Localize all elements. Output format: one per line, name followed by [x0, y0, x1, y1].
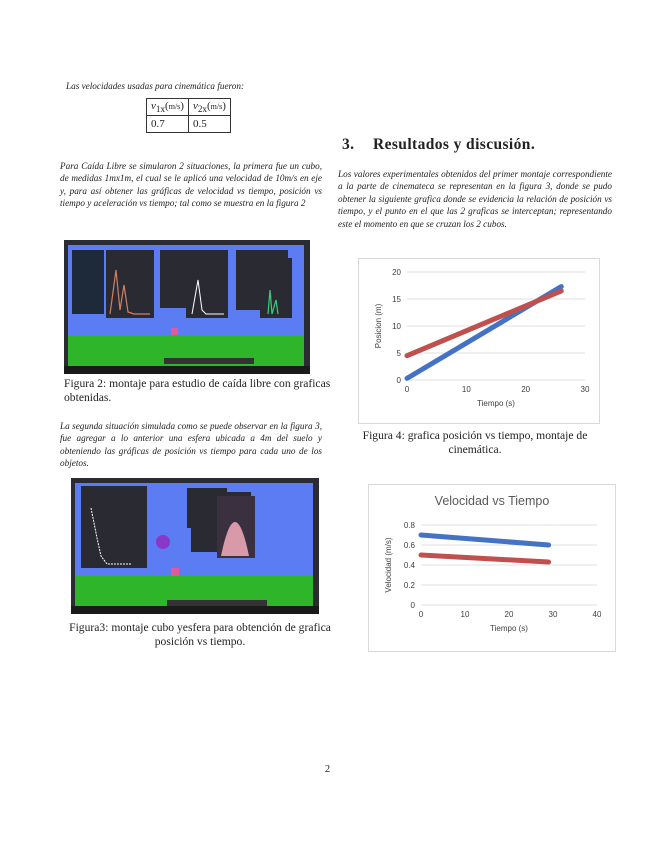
x-axis-label: Tiempo (s): [490, 624, 528, 633]
figure-3-caption: Figura3: montaje cubo yesfera para obtención de grafica posición vs tiempo.: [69, 621, 331, 648]
simulation-scene-2: [64, 240, 310, 374]
table-cell-v2: 0.5: [188, 116, 230, 133]
y-tick-label: 5: [396, 349, 401, 358]
table-header-v1: $v_{1x}(m/s)$: [147, 99, 189, 116]
velocities-table: [146, 98, 231, 133]
series-line-2: [421, 555, 549, 562]
y-tick-label: 20: [392, 268, 401, 277]
chart-posicion-tiempo: [358, 258, 600, 424]
figure-2-screenshot: [64, 240, 310, 374]
figure-3-screenshot: [71, 478, 319, 614]
chart-velocidad-svg: [369, 485, 615, 651]
table-cell-v1: 0.7: [147, 116, 189, 133]
series-line-2: [407, 291, 561, 356]
figure-4-caption: Figura 4: grafica posición vs tiempo, montaje de cinemática.: [362, 429, 588, 456]
y-tick-label: 0.2: [403, 581, 415, 590]
paragraph-caida-libre: Para Caída Libre se simularon 2 situaciones, la primera fue un cubo, de medidas 1mx1m, el cual se le aplicó una velocidad de 10m/s en eje y, para así obtener las gráficas de velocidad vs tiempo, posición vs tiempo y aceleración vs tiempo; tal como se muestra en la figura 2: [60, 161, 322, 209]
x-tick-label: 30: [548, 610, 558, 619]
y-axis-label: Posicion (m): [374, 303, 383, 349]
y-tick-label: 0.6: [403, 541, 415, 550]
table-header-v2: $v_{2x}(m/s)$: [188, 99, 230, 116]
section-title: Resultados y discusión.: [373, 136, 536, 153]
figure-2-caption: Figura 2: montaje para estudio de caída libre con graficas obtenidas.: [64, 377, 331, 404]
section-number: 3.: [342, 136, 355, 153]
y-tick-label: 10: [392, 322, 401, 331]
x-tick-label: 10: [460, 610, 470, 619]
y-axis-label: Velocidad (m/s): [384, 537, 393, 593]
x-tick-label: 40: [592, 610, 602, 619]
page-number: 2: [324, 764, 331, 775]
velocities-intro: Las velocidades usadas para cinemática fueron:: [66, 81, 245, 91]
x-tick-label: 0: [418, 610, 424, 619]
x-tick-label: 20: [504, 610, 514, 619]
section-heading: [342, 136, 535, 154]
chart-velocidad-tiempo: [368, 484, 616, 652]
y-tick-label: 0.4: [403, 561, 415, 570]
x-axis-label: Tiempo (s): [477, 399, 515, 408]
x-tick-label: 20: [521, 385, 531, 394]
x-tick-label: 0: [404, 385, 410, 394]
paragraph-resultados: Los valores experimentales obtenidos del primer montaje correspondiente a la parte de cinemateca se representan en la figura 3, donde se pudo obtener la siguiente grafica donde se evidencia la relación de posición vs tiempo, y el punto en el que las 2 graficas se interceptan; representando este el momento en que se cruzan los 2 cubos.: [338, 169, 612, 229]
y-tick-label: 0: [396, 376, 401, 385]
x-tick-label: 30: [580, 385, 590, 394]
chart-posicion-svg: [359, 259, 599, 423]
chart-title: Velocidad vs Tiempo: [434, 494, 550, 508]
y-tick-label: 0.8: [403, 521, 415, 530]
x-tick-label: 10: [461, 385, 471, 394]
paragraph-esfera: La segunda situación simulada como se puede observar en la figura 3, fue agregar a lo anterior una esfera ubicada a 4m del suelo y obteniendo las gráficas de posición vs tiempo para cada uno de los objetos.: [60, 421, 322, 469]
simulation-scene-3: [71, 478, 319, 614]
series-line-1: [421, 535, 549, 545]
y-tick-label: 15: [392, 295, 401, 304]
y-tick-label: 0: [410, 601, 415, 610]
